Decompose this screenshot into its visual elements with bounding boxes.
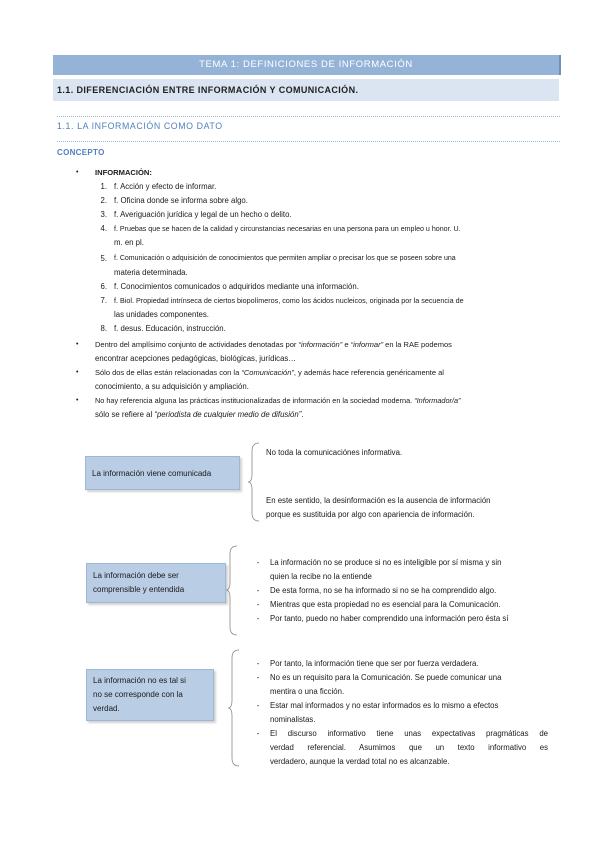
curly-brace-icon [225, 544, 239, 637]
quoted-term: “informar” [350, 340, 384, 349]
box3-item: El discurso informativo tiene unas expectativas pragmáticas de [270, 729, 548, 738]
quoted-term: “Informador/a” [414, 396, 461, 405]
dash-bullet: - [256, 558, 260, 567]
dash-bullet: - [256, 586, 260, 595]
definition-number: 6. [100, 282, 107, 291]
diagram-box-verdad [86, 669, 214, 721]
paragraph-comunicacion [95, 366, 563, 380]
curly-brace-icon [247, 441, 261, 523]
text: , y además hace referencia genéricamente al [293, 368, 444, 377]
box1-note: No toda la comunicaciónes informativa. [266, 448, 403, 457]
definition-text: f. Acción y efecto de informar. [114, 182, 217, 191]
box2-item: La información no se produce si no es inteligible por sí misma y sin [270, 558, 502, 567]
paragraph-comunicacion-cont: conocimiento, a su adquisición y ampliación. [95, 382, 249, 391]
box1-detail-line: porque es sustituida por algo con apariencia de información. [266, 510, 475, 519]
text: en la RAE podemos [383, 340, 452, 349]
diagram-box-label: verdad. [93, 704, 120, 713]
bullet-glyph: • [76, 369, 79, 376]
dash-bullet: - [256, 729, 260, 738]
diagram-box-label: La información no es tal si [93, 676, 186, 685]
bullet-glyph: • [76, 397, 79, 404]
document-title-bar [53, 55, 559, 75]
box3-item: Por tanto, la información tiene que ser por fuerza verdadera. [270, 659, 479, 668]
text: sólo se refiere al [95, 410, 155, 419]
divider-bottom [57, 141, 560, 142]
bullet-glyph: • [76, 341, 79, 348]
divider-top [57, 116, 560, 117]
document-title: TEMA 1: DEFINICIONES DE INFORMACIÓN [199, 59, 413, 70]
box2-item-cont: quien la recibe no la entiende [270, 572, 372, 581]
quoted-term: “Comunicación” [241, 368, 294, 377]
dash-bullet: - [256, 614, 260, 623]
paragraph-rae-cont: encontrar acepciones pedagógicas, biológicas, jurídicas… [95, 354, 297, 363]
definition-text-cont: materia determinada. [114, 268, 188, 277]
definition-text: f. Comunicación o adquisición de conocimientos que permiten ampliar o precisar los que se poseen sobre una [114, 255, 456, 262]
section-heading-bar [53, 79, 559, 101]
dash-bullet: - [256, 659, 260, 668]
definition-number: 2. [100, 196, 107, 205]
paragraph-informador [95, 394, 460, 408]
definition-text: f. Pruebas que se hacen de la calidad y circunstancias necesarias en una persona para un empleo u honor. U. [114, 225, 461, 233]
definition-text-cont: las unidades componentes. [114, 310, 209, 319]
definition-number: 5. [100, 254, 107, 263]
box2-item: Mientras que esta propiedad no es esencial para la Comunicación. [270, 600, 501, 609]
definition-number: 1. [100, 182, 107, 191]
box2-item: Por tanto, puedo no haber comprendido una información pero ésta sí [270, 614, 509, 623]
text: e [342, 340, 351, 349]
definition-number: 4. [100, 224, 107, 233]
definition-number: 7. [100, 296, 107, 305]
definition-text: f. Conocimientos comunicados o adquiridos mediante una información. [114, 282, 359, 291]
dash-bullet: - [256, 701, 260, 710]
definition-text: f. Averiguación jurídica y legal de un hecho o delito. [114, 210, 292, 219]
quoted-term: “periodista de cualquier medio de difusión” [154, 410, 302, 419]
box1-detail-line: En este sentido, la desinformación es la ausencia de información [266, 496, 491, 505]
box3-item: No es un requisito para la Comunicación. Se puede comunicar una [270, 673, 502, 682]
dash-bullet: - [256, 600, 260, 609]
diagram-box-comprensible [86, 563, 226, 603]
definition-text: f. Oficina donde se informa sobre algo. [114, 196, 248, 205]
box3-item-cont: nominalistas. [270, 715, 316, 724]
box3-item-cont: verdad referencial. Asumimos que un texto informativo es [270, 743, 548, 752]
diagram-box-label: comprensible y entendida [93, 585, 185, 594]
paragraph-informador-cont [95, 408, 303, 422]
section-heading: 1.1. DIFERENCIACIÓN ENTRE INFORMACIÓN Y COMUNICACIÓN. [57, 85, 359, 95]
box3-item: Estar mal informados y no estar informados es lo mismo a efectos [270, 701, 499, 710]
box3-item-cont: verdadero, aunque la verdad total no es alcanzable. [270, 757, 450, 766]
text: . [301, 410, 304, 419]
curly-brace-icon [227, 648, 241, 768]
text: Sólo dos de ellas están relacionadas con la [95, 368, 242, 377]
subsection-heading: 1.1. LA INFORMACIÓN COMO DATO [57, 121, 223, 131]
definition-text: f. Biol. Propiedad intrínseca de ciertos biopolímeros, como los ácidos nucleicos, originada por la secuencia de [114, 296, 464, 305]
diagram-box-label: La información debe ser [93, 571, 179, 580]
concepto-label: CONCEPTO [57, 148, 105, 157]
definition-number: 8. [100, 324, 107, 333]
diagram-box-label: La información viene comunicada [92, 469, 212, 478]
diagram-box-comunicada [85, 456, 240, 490]
box2-item: De esta forma, no se ha informado si no se ha comprendido algo. [270, 586, 497, 595]
quoted-term: “información” [298, 340, 343, 349]
dash-bullet: - [256, 673, 260, 682]
definition-text-cont: m. en pl. [114, 238, 144, 247]
bullet-glyph: • [76, 169, 79, 176]
title-bar-edge [559, 55, 561, 75]
definition-text: f. desus. Educación, instrucción. [114, 324, 226, 333]
text: No hay referencia alguna las prácticas institucionalizadas de información en la sociedad moderna. [95, 396, 415, 405]
text: Dentro del amplísimo conjunto de actividades denotadas por [95, 340, 299, 349]
diagram-box-label: no se corresponde con la [93, 690, 183, 699]
box3-item-cont: mentira o una ficción. [270, 687, 345, 696]
info-heading: INFORMACIÓN: [95, 168, 152, 177]
definition-number: 3. [100, 210, 107, 219]
paragraph-rae [95, 338, 563, 352]
